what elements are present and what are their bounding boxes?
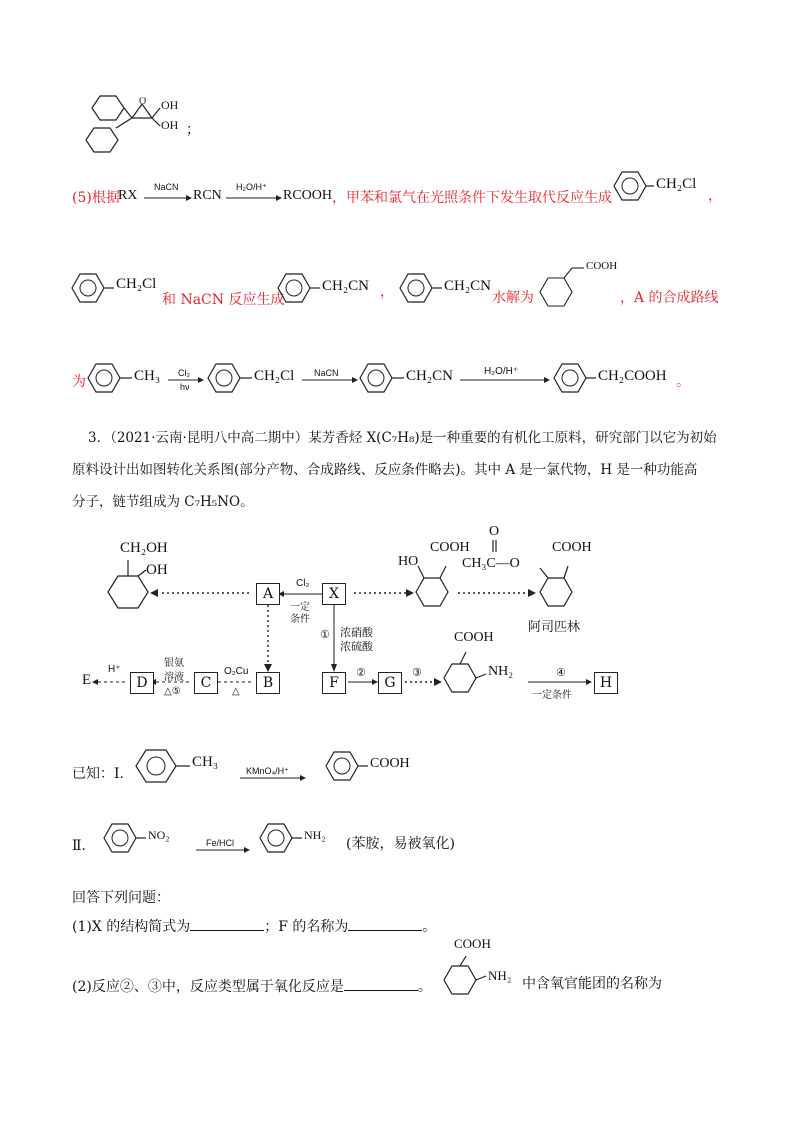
q2-nh2-label: NH₂ xyxy=(488,968,512,983)
q3-line-2: 原料设计出如图转化关系图(部分产物、合成路线、反应条件略去)。其中 A 是一氯代物，H 是一种功能高 xyxy=(72,462,698,478)
kmno4-reagent: KMnO₄/H⁺ xyxy=(246,766,289,776)
tiaojian-condition: 条件 xyxy=(290,614,310,625)
cooh-label-scheme-2: COOH xyxy=(552,540,592,555)
step-2-label: ② xyxy=(356,667,366,679)
h2o-h-reagent: H₂O/H⁺ xyxy=(484,366,519,377)
box-c: C xyxy=(194,672,218,694)
known-label-1: 已知：Ⅰ. xyxy=(72,766,124,782)
questions-intro: 回答下列问题： xyxy=(72,890,170,906)
ch2cn-label-2: CH₂CN xyxy=(444,278,491,294)
carbonyl-o-label: O xyxy=(489,524,500,539)
rongye-label: 溶液 xyxy=(164,672,184,683)
hplus-label: H⁺ xyxy=(108,664,121,675)
p5-explanation: ，甲苯和氯气在光照条件下发生取代反应生成 xyxy=(332,190,612,206)
q1-text-c: 。 xyxy=(422,919,437,935)
box-b: B xyxy=(256,672,280,694)
oh-label-1: OH xyxy=(161,98,179,112)
ch2cl-label-2: CH₂Cl xyxy=(116,276,157,292)
q2-text-a: (2)反应②、③中，反应类型属于氧化反应是 xyxy=(72,979,344,995)
wei-text: 为 xyxy=(72,374,86,390)
aspirin-label: 阿司匹林 xyxy=(528,620,581,635)
delta-label: △ xyxy=(232,686,240,697)
box-d: D xyxy=(130,672,154,694)
hv-condition: hν xyxy=(180,382,190,392)
nh2-known-label: NH₂ xyxy=(304,828,326,842)
acetyl-label: CH₃C—O xyxy=(462,556,520,571)
q2-cooh-label: COOH xyxy=(454,936,491,951)
ch2oh-label: CH₂OH xyxy=(120,540,168,556)
h2so4-label: 浓硫酸 xyxy=(340,641,373,653)
cl2-reagent: Cl₂ xyxy=(178,368,190,378)
h3o-reagent: H₂O/H⁺ xyxy=(236,182,267,192)
q2-text-c: 中含氧官能团的名称为 xyxy=(522,976,662,992)
e-label: E xyxy=(82,672,92,688)
ch3-label: CH₃ xyxy=(134,368,161,384)
box-h: H xyxy=(594,672,618,694)
nacn-reagent-2: NaCN xyxy=(314,368,339,378)
delta5-label: △⑤ xyxy=(164,686,181,697)
cooh-known-label: COOH xyxy=(370,756,410,771)
cl2-condition: Cl₂ xyxy=(296,578,310,589)
cooh-label-scheme-3: COOH xyxy=(454,630,494,645)
known-label-2: Ⅱ. xyxy=(72,838,86,854)
hydrolyze-text: 水解为 xyxy=(492,290,534,306)
rcn-formula: RCN xyxy=(193,188,222,203)
ch2cn-label-3: CH₂CN xyxy=(406,368,453,384)
q3-line-1: 3．（2021·云南·昆明八中高二期中）某芳香烃 X(C₇H₈)是一种重要的有机化工原料，研究部门以它为初始 xyxy=(88,430,717,446)
ch2cl-label-1: CH₂Cl xyxy=(656,176,697,192)
box-g: G xyxy=(378,672,402,694)
react-nacn-text: 和 NaCN 反应生成 xyxy=(162,292,285,308)
cooh-label-1: COOH xyxy=(586,260,618,272)
step-4-label: ④ xyxy=(556,667,566,679)
comma-1: ， xyxy=(708,188,722,204)
p5-intro: (5)根据 xyxy=(72,190,120,206)
no2-label: NO₂ xyxy=(148,828,170,842)
oh-label-2: OH xyxy=(161,118,179,132)
rcooh-formula: RCOOH xyxy=(283,188,333,203)
ch2cooh-label: CH₂COOH xyxy=(598,368,667,384)
yiding-tiaojian-label: 一定条件 xyxy=(532,690,572,701)
svg-text:O: O xyxy=(139,96,147,107)
comma-2: ， xyxy=(380,284,394,300)
q1-text-a: (1)X 的结构简式为 xyxy=(72,919,191,935)
yinan-label: 银氨 xyxy=(164,658,184,669)
cooh-label-scheme-1: COOH xyxy=(430,540,470,555)
q1-text-b: ；F 的名称为 xyxy=(264,919,349,935)
hno3-label: 浓硝酸 xyxy=(340,627,373,639)
ch2cl-label-3: CH₂Cl xyxy=(254,368,295,384)
ch3-known-label: CH₃ xyxy=(192,754,219,770)
yiding-condition: 一定 xyxy=(290,602,310,613)
fe-hcl-reagent: Fe/HCl xyxy=(206,838,235,848)
period-end: 。 xyxy=(676,374,690,390)
ho-label: HO xyxy=(398,554,419,569)
rx-formula: RX xyxy=(118,188,138,203)
route-text: ，A 的合成路线 xyxy=(620,290,719,306)
ch2cn-label-1: CH₂CN xyxy=(322,278,369,294)
q2-text-b: 。 xyxy=(417,979,432,995)
o2cu-label: O₂Cu xyxy=(224,666,249,677)
nacn-reagent: NaCN xyxy=(154,182,179,192)
step-1-label: ① xyxy=(320,629,330,641)
box-x: X xyxy=(322,583,346,605)
nh2-label-scheme: NH₂ xyxy=(488,664,514,679)
semicolon: ； xyxy=(186,122,200,138)
step-3-label: ③ xyxy=(412,667,422,679)
aniline-note: (苯胺，易被氧化) xyxy=(346,836,455,852)
box-f: F xyxy=(322,672,346,694)
oh-label: OH xyxy=(146,562,168,578)
q3-line-3: 分子，链节组成为 C₇H₅NO。 xyxy=(72,494,254,510)
box-a: A xyxy=(256,583,280,605)
